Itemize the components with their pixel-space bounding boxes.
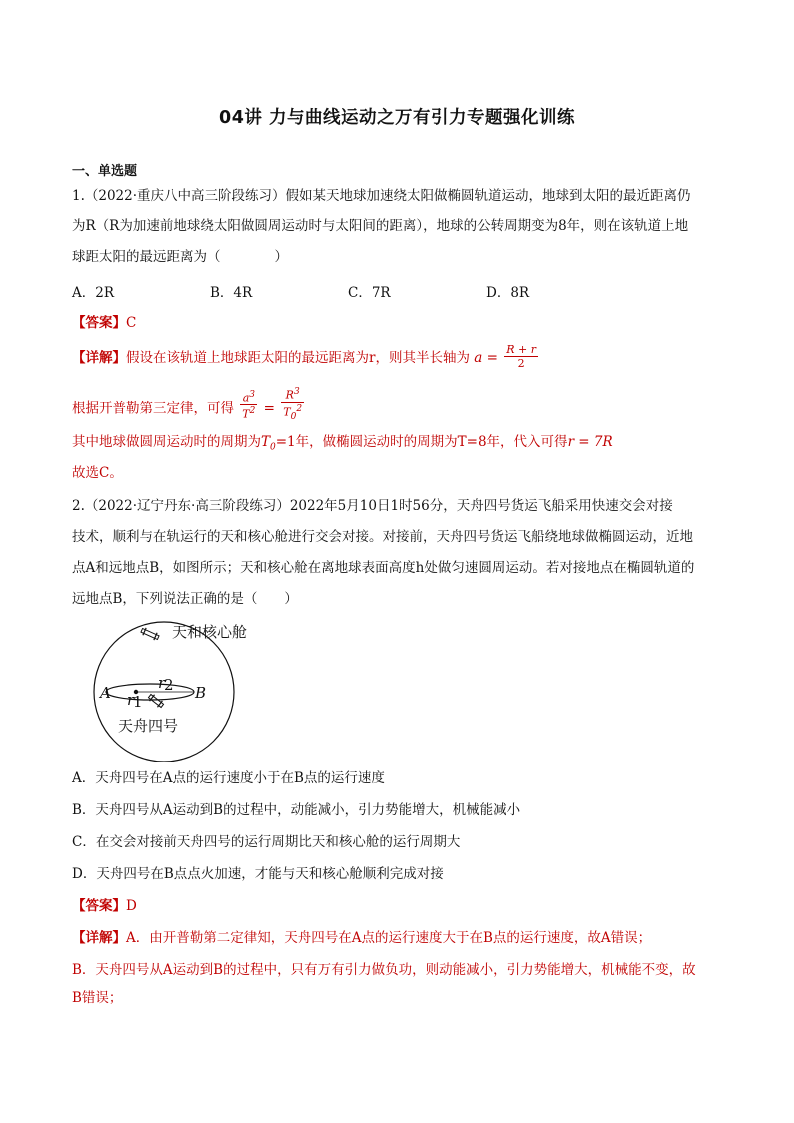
q2-option-a: A．天舟四号在A点的运行速度小于在B点的运行速度 (72, 770, 385, 786)
q2-line1: 2.（2022·辽宁丹东·高三阶段练习）2022年5月10日1时56分，天舟四号货运飞船采用快速交会对接 (72, 498, 673, 514)
q2-option-d: D．天舟四号在B点点火加速，才能与天和核心舱顺利完成对接 (72, 866, 444, 882)
q1-detail2: 根据开普勒第三定律，可得 $\frac{a^3}{T^2}$ = $\frac{R^3}{T_0^2}$ (72, 387, 303, 422)
q1-line2: 为R（R为加速前地球绕太阳做圆周运动时与太阳间的距离），地球的公转周期变为8年，则在该轨道上地 (72, 218, 689, 234)
answer-value: D (126, 898, 137, 914)
q1-option-b: B．4R (210, 285, 253, 301)
section-heading: 一、单选题 (72, 164, 138, 179)
label-r2-sub: 2 (164, 676, 174, 694)
page-title: 04讲 力与曲线运动之万有引力专题强化训练 (219, 108, 575, 128)
detail3c-text: r = 7R (567, 434, 613, 450)
kepler-left-fraction: $\frac{a^3}{T^2}$ (242, 389, 256, 421)
label-point-a: A (100, 684, 111, 702)
orbit-diagram (72, 612, 282, 762)
q2-option-c: C．在交会对接前天舟四号的运行周期比天和核心舱的运行周期大 (72, 834, 461, 850)
q1-detail3: 其中地球做圆周运动时的周期为$T_0=1$年，做椭圆运动时的周期为T=8年，代入可得r = 7R (72, 434, 613, 453)
detail-tag: 【详解】 (72, 930, 126, 946)
tianhe-marker (140, 627, 160, 642)
answer-value: C (126, 315, 137, 331)
q1-option-d: D．8R (486, 285, 530, 301)
label-r1-sub: 1 (133, 693, 143, 711)
q1-detail1 (72, 345, 540, 372)
q2-line4: 远地点B，下列说法正确的是（ ） (72, 591, 298, 607)
detail-tag: 【详解】 (72, 350, 126, 366)
label-r1: r (127, 691, 135, 709)
detail1-eq: a = (474, 350, 498, 366)
detail3a-text: 其中地球做圆周运动时的周期为 (72, 434, 261, 450)
q2-option-b: B．天舟四号从A运动到B的过程中，动能减小，引力势能增大，机械能减小 (72, 802, 521, 818)
q1-line3: 球距太阳的最远距离为（ ） (72, 249, 288, 265)
q1-option-a: A．2R (72, 285, 115, 301)
q1-detail4: 故选C。 (72, 465, 123, 481)
q1-option-c: C．7R (348, 285, 391, 301)
q2-line3: 点A和远地点B，如图所示；天和核心舱在离地球表面高度h处做匀速圆周运动。若对接地点在椭圆轨道的 (72, 560, 695, 576)
semi-major-axis-fraction (504, 343, 538, 370)
label-tianzhou: 天舟四号 (118, 717, 179, 735)
label-point-b: B (195, 684, 207, 702)
detail3b-text: =1年，做椭圆运动时的周期为T=8年，代入可得 (275, 434, 568, 450)
label-r2: r (158, 674, 166, 692)
answer-tag: 【答案】 (72, 898, 126, 914)
detail1-text: 假设在该轨道上地球距太阳的最远距离为r，则其半长轴为 (126, 350, 470, 366)
label-tianhe: 天和核心舱 (172, 623, 248, 641)
q2-detail2: B．天舟四号从A运动到B的过程中，只有万有引力做负功，则动能减小，引力势能增大，机械能不变，故 (72, 962, 696, 978)
tianzhou-marker (147, 693, 165, 709)
q2-detail3: B错误； (72, 990, 123, 1006)
answer-tag: 【答案】 (72, 315, 126, 331)
fraction-denominator: 2 (517, 357, 525, 370)
detail2-text: 根据开普勒第三定律，可得 (72, 400, 234, 417)
q1-answer (72, 313, 136, 333)
q2-answer (72, 896, 137, 916)
fraction-numerator: R + r (506, 343, 536, 356)
q2-line2: 技术，顺利与在轨运行的天和核心舱进行交会对接。对接前，天舟四号货运飞船绕地球做椭圆运动，近地 (72, 529, 693, 545)
detail1-text: A．由开普勒第二定律知，天舟四号在A点的运行速度大于在B点的运行速度，故A错误； (126, 930, 652, 946)
q1-line1: 1.（2022·重庆八中高三阶段练习）假如某天地球加速绕太阳做椭圆轨道运动，地球到太阳的最近距离仍 (72, 188, 691, 204)
q2-detail1 (72, 928, 651, 948)
kepler-right-fraction: $\frac{R^3}{T_0^2}$ (283, 387, 303, 422)
